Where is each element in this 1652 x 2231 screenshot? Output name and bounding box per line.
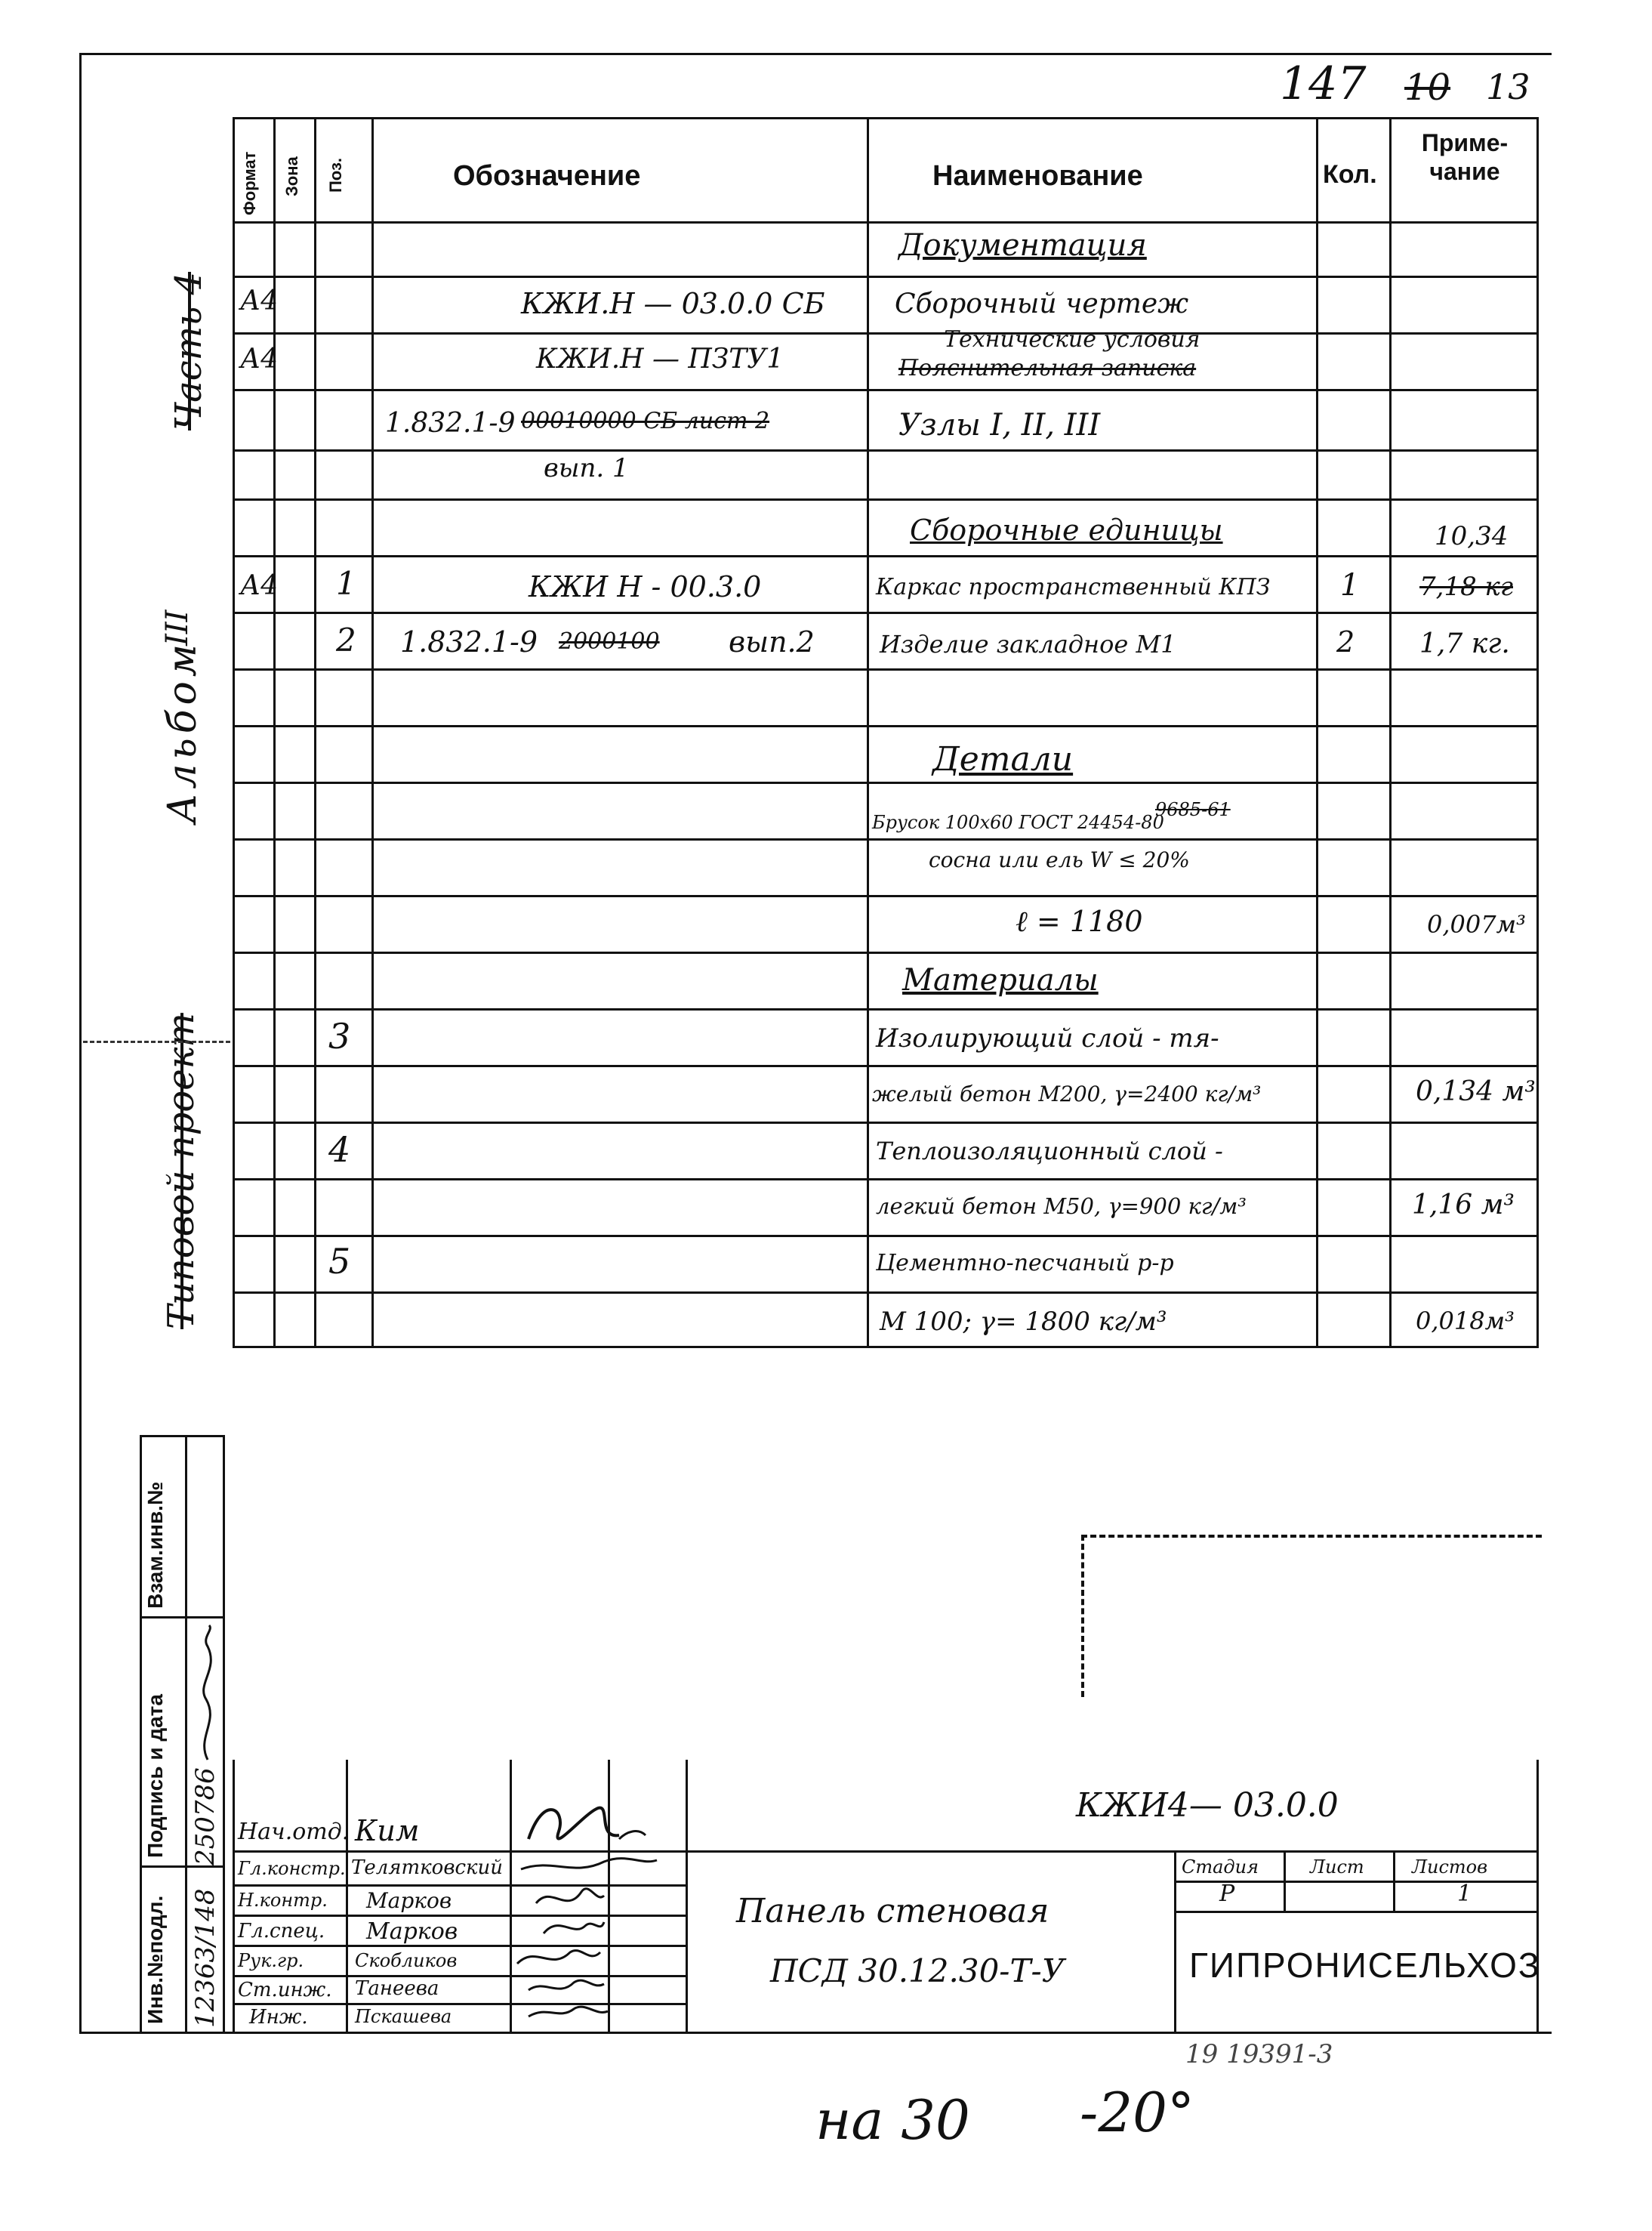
- page-border-left: [79, 53, 82, 2032]
- side-stamp-date: 250786: [190, 1767, 220, 1865]
- table-hline: [233, 449, 1539, 452]
- table-hline: [233, 1346, 1539, 1348]
- side-stamp-line: [185, 1435, 187, 2032]
- header-note: Приме-чание: [1421, 129, 1509, 185]
- staff-role: Нач.отд.: [238, 1819, 350, 1845]
- page-border-bottom: [79, 2032, 1552, 2034]
- margin-album-mark: III: [160, 609, 195, 646]
- page-border-top: [79, 53, 1552, 55]
- side-stamp-signature: [193, 1624, 223, 1767]
- row-pos: 1: [336, 565, 356, 602]
- header-qty: Кол.: [1323, 160, 1377, 189]
- row-name: сосна или ель W ≤ 20%: [929, 847, 1190, 872]
- footer-note-right: -20°: [1080, 2081, 1194, 2144]
- table-hline: [233, 332, 1539, 335]
- organization: ГИПРОНИСЕЛЬХОЗ: [1189, 1946, 1541, 1985]
- sheets-value: 1: [1457, 1881, 1472, 1907]
- table-hline: [233, 612, 1539, 614]
- margin-project: Типовой проект: [160, 1013, 202, 1329]
- row-note: 7,18 кг: [1419, 572, 1513, 602]
- row-note: 1,7 кг.: [1419, 628, 1510, 659]
- page-number-alt: 13: [1486, 66, 1530, 107]
- table-hline: [233, 117, 1539, 119]
- table-hline: [233, 276, 1539, 278]
- table-vline: [867, 117, 869, 1348]
- header-name: Наименование: [932, 160, 1143, 192]
- table-hline: [233, 498, 1539, 501]
- header-format: Формат: [240, 151, 259, 215]
- title-line: [1536, 1760, 1539, 2032]
- row-designation: КЖИ.Н — 03.0.0 СБ: [521, 287, 825, 320]
- title-code: КЖИ4— 03.0.0: [1076, 1786, 1339, 1825]
- staff-role: Гл.спец.: [238, 1920, 325, 1942]
- table-hline: [233, 895, 1539, 897]
- row-designation-struck: 00010000 СБ лист 2: [521, 408, 770, 434]
- table-vline: [1389, 117, 1392, 1348]
- side-stamp-line: [140, 1616, 223, 1618]
- table-hline: [233, 555, 1539, 557]
- row-name: Сборочный чертеж: [895, 289, 1189, 319]
- title-line: [233, 1850, 1539, 1853]
- margin-album: Альбом: [160, 640, 205, 823]
- side-stamp-header-replace: Взам.инв.№: [143, 1481, 167, 1609]
- row-name: Каркас пространственный КПЗ: [876, 574, 1271, 600]
- row-name: Изделие закладное М1: [880, 630, 1176, 659]
- row-qty: 2: [1336, 625, 1355, 659]
- staff-role: Н.контр.: [238, 1890, 328, 1911]
- staff-role: Инж.: [249, 2006, 308, 2029]
- staff-name: Марков: [366, 1918, 458, 1945]
- title-line: [233, 1760, 235, 2032]
- dashed-box-top: [1081, 1535, 1542, 1538]
- staff-role: Гл.констр.: [238, 1858, 346, 1879]
- row-pos: 5: [328, 1241, 351, 1282]
- section-details: Детали: [932, 740, 1074, 779]
- section-materials: Материалы: [902, 963, 1099, 998]
- row-designation-sub: вып. 1: [544, 453, 629, 483]
- row-format: А4: [240, 285, 279, 316]
- footer-note-left: на 30: [815, 2088, 970, 2152]
- row-format: А4: [240, 570, 279, 601]
- row-format: А4: [240, 344, 279, 375]
- row-name: желый бетон М200, γ=2400 кг/м³: [872, 1082, 1262, 1106]
- row-note: 1,16 м³: [1412, 1190, 1515, 1220]
- side-stamp-line: [140, 1865, 223, 1868]
- title-line2: ПСД 30.12.30-Т-У: [770, 1952, 1065, 1989]
- table-hline: [233, 952, 1539, 954]
- row-designation: КЖИ Н - 00.3.0: [529, 570, 762, 603]
- table-hline: [233, 725, 1539, 727]
- row-designation-suffix: вып.2: [729, 625, 815, 659]
- table-hline: [233, 221, 1539, 224]
- staff-role: Ст.инж.: [238, 1979, 332, 2001]
- table-hline: [233, 668, 1539, 671]
- header-designation: Обозначение: [453, 160, 641, 192]
- title-line: [346, 1760, 348, 2032]
- row-name-struck: Пояснительная записка: [898, 355, 1197, 381]
- page-number-struck: 10: [1404, 66, 1451, 109]
- title-line: [1174, 1911, 1539, 1913]
- section-assembly-units: Сборочные единицы: [910, 514, 1223, 547]
- table-hline: [233, 1235, 1539, 1237]
- row-name-above: Технические условия: [944, 326, 1200, 353]
- title-line: [1174, 1850, 1176, 2032]
- row-pos: 3: [328, 1016, 351, 1057]
- staff-name: Танеева: [355, 1977, 439, 2000]
- section-documentation: Документация: [898, 228, 1147, 263]
- stage-header: Стадия: [1182, 1856, 1259, 1878]
- title-line: [510, 1760, 512, 2032]
- side-stamp-inv-no: 12363/148: [190, 1888, 220, 2028]
- table-hline: [233, 1065, 1539, 1067]
- row-note: 0,134 м³: [1416, 1076, 1536, 1107]
- title-line1: Панель стеновая: [736, 1892, 1049, 1930]
- row-designation: 1.832.1-9: [385, 408, 516, 439]
- row-name: М 100; γ= 1800 кг/м³: [880, 1307, 1167, 1337]
- bottom-stamp: 19 19391-3: [1185, 2039, 1333, 2069]
- table-vline: [233, 117, 235, 1348]
- side-stamp-line: [223, 1435, 225, 2032]
- staff-name: Телятковский: [351, 1856, 504, 1879]
- row-name: Цементно-песчаный р-р: [876, 1250, 1174, 1276]
- staff-role: Рук.гр.: [238, 1950, 304, 1971]
- sheets-header: Листов: [1412, 1856, 1488, 1878]
- side-stamp-line: [140, 1435, 142, 2032]
- row-designation: КЖИ.Н — ПЗТУ1: [536, 344, 784, 375]
- stage-value: Р: [1219, 1881, 1235, 1907]
- row-name: ℓ = 1180: [1016, 905, 1143, 938]
- row-pos: 2: [336, 622, 356, 659]
- staff-name: Скобликов: [355, 1950, 458, 1971]
- dashed-box-left: [1081, 1535, 1084, 1697]
- header-pos: Поз.: [326, 157, 345, 193]
- table-hline: [233, 1122, 1539, 1124]
- header-zone: Зона: [282, 156, 301, 196]
- row-note: 10,34: [1435, 521, 1509, 551]
- row-note: 0,007м³: [1427, 910, 1526, 939]
- row-pos: 4: [328, 1129, 351, 1170]
- row-name: Узлы I, II, III: [898, 408, 1101, 443]
- title-line: [686, 1760, 688, 2032]
- row-note: 0,018м³: [1416, 1307, 1515, 1335]
- staff-name: Марков: [366, 1888, 452, 1913]
- side-stamp-line: [140, 1435, 223, 1437]
- sheet-header: Лист: [1310, 1856, 1364, 1878]
- row-designation: 1.832.1-9: [400, 625, 538, 659]
- margin-part: Часть 4: [168, 271, 210, 430]
- table-vline: [314, 117, 316, 1348]
- table-hline: [233, 838, 1539, 841]
- staff-name: Пскашева: [355, 2006, 452, 2027]
- row-name-struck: 9685-61: [1155, 799, 1231, 820]
- row-designation-struck: 2000100: [559, 628, 660, 655]
- table-hline: [233, 389, 1539, 391]
- row-name: Изолирующий слой - тя-: [876, 1023, 1219, 1054]
- table-hline: [233, 1008, 1539, 1011]
- table-hline: [233, 1291, 1539, 1294]
- table-vline: [1536, 117, 1539, 1348]
- side-stamp-header-sign: Подпись и дата: [143, 1694, 167, 1858]
- row-name: Теплоизоляционный слой -: [876, 1137, 1223, 1165]
- staff-name: Ким: [355, 1814, 420, 1847]
- margin-dashes: [83, 1041, 230, 1043]
- row-name: Брусок 100х60 ГОСТ 24454-80: [872, 812, 1164, 833]
- table-vline: [1316, 117, 1318, 1348]
- table-hline: [233, 782, 1539, 784]
- staff-signatures: [513, 1764, 683, 2028]
- table-vline: [371, 117, 374, 1348]
- page-number: 147: [1280, 57, 1367, 110]
- side-stamp-header-inv: Инв.№подл.: [143, 1895, 167, 2024]
- row-name: легкий бетон М50, γ=900 кг/м³: [876, 1193, 1247, 1219]
- table-hline: [233, 1178, 1539, 1180]
- row-qty: 1: [1340, 568, 1360, 603]
